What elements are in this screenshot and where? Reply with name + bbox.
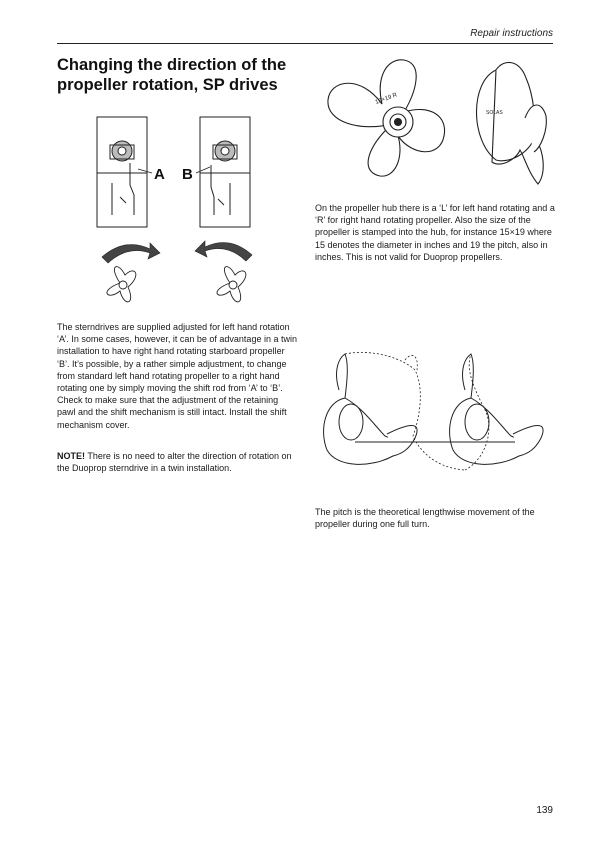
propeller-pitch-right: [450, 354, 544, 464]
propeller-hub-figure: [320, 52, 555, 192]
header-divider: [57, 43, 553, 44]
sterndrives-paragraph: The sterndrives are supplied adjusted for left hand rotation ‘A’. In some cases, however, it can be of advantage in a twin installation to have right hand rotating starboard propeller ‘B’. It’s possible, by a rather simple adjustment, to change from standard left hand rotating propeller to a right hand rotating one by simply moving the shift rod from ‘A’ to ‘B’. Check to make sure that the adjustment of the retaining pawl and the shift mechanism is still intact. Install the shift mechanism cover.: [57, 322, 297, 430]
hub-paragraph: On the propeller hub there is a ‘L’ for left hand rotating and a ‘R’ for right hand rotating propeller. Also the size of the propeller is stamped into the hub, for instance 15×19 where 15 denotes the diameter in inches and 19 the pitch, also in inches. This is not valid for Duoprop propellers.: [315, 203, 555, 262]
pitch-paragraph: The pitch is the theoretical lengthwise movement of the propeller during one full turn.: [315, 507, 535, 530]
propeller-pitch-left: [324, 354, 418, 464]
note-text: There is no need to alter the direction of rotation on the Duoprop sterndrive in a twin installation.: [57, 451, 292, 474]
rotation-arrow-left: [102, 243, 160, 263]
svg-text:SOLAS: SOLAS: [486, 110, 503, 116]
pitch-figure: [315, 350, 555, 495]
page-number: 139: [536, 805, 553, 816]
svg-text:15×19 R: 15×19 R: [374, 92, 399, 106]
propeller-right-small: [217, 267, 246, 302]
label-a: A: [154, 166, 165, 183]
page-header-text: Repair instructions: [470, 28, 553, 39]
note-label: NOTE!: [57, 451, 85, 461]
note-paragraph: [57, 450, 297, 474]
propeller-left-small: [107, 267, 136, 302]
rotation-arrow-right: [195, 241, 252, 261]
housing-left: [97, 117, 147, 227]
shift-rod-figure: [90, 115, 265, 315]
page-title: Changing the direction of the propeller rotation, SP drives: [57, 56, 287, 94]
housing-right: [200, 117, 250, 227]
label-b: B: [182, 166, 193, 183]
